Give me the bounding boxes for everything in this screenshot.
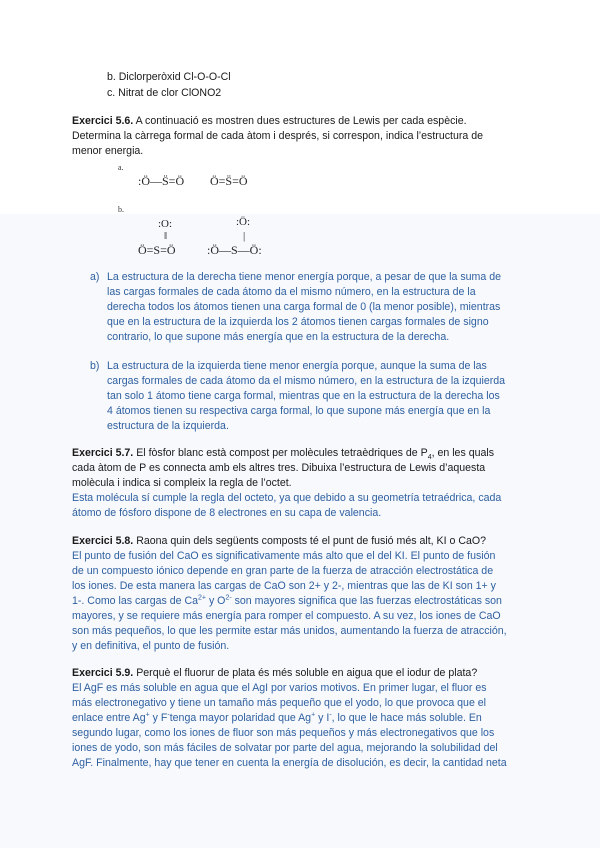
lewis-b-left-bond: ‖ [164, 230, 168, 242]
exercise-5-6-question-2: Determina la càrrega formal de cada àtom i després, si correspon, indica l’estructura de [72, 130, 483, 142]
exercise-5-6-question-3: menor energia. [72, 145, 144, 157]
exercise-5-8-title: Exercici 5.8. [72, 535, 134, 547]
list-item-c: c. Nitrat de clor ClONO2 [107, 87, 222, 99]
exercise-5-8-answer: El punto de fusión del CaO es significativamente más alto que el del KI. El punto de fusión [72, 550, 496, 562]
exercise-5-7-answer: átomo de fósforo dispone de 8 electrones en su capa de valencia. [72, 507, 382, 519]
exercise-5-6-line-1 [72, 114, 467, 129]
exercise-5-9-answer: segundo lugar, como los iones de fluor son más pequeños y más electronegativos que los [72, 727, 495, 739]
figure-label-b: b. [118, 205, 124, 214]
exercise-5-8-question: Raona quin dels següents composts té el punt de fusió més alt, KI o CaO? [133, 535, 487, 547]
superscript: + [311, 711, 316, 719]
answer-part: y F [149, 712, 168, 724]
option-b-line: estructura de la izquierda. [107, 420, 229, 432]
exercise-5-9-answer-line-3 [72, 711, 482, 726]
answer-part: enlace entre Ag [72, 712, 146, 724]
exercise-5-9-question: Perquè el fluorur de plata és més soluble en aigua que el iodur de plata? [133, 667, 478, 679]
exercise-5-9-answer: iones de yodo, son más fáciles de solvatar por parte del agua, mejorando la solubilidad del [72, 742, 498, 754]
option-a-line: derecha todos los átomos tienen una carga formal de 0 (la menor posible), mientras [107, 301, 501, 313]
option-a-letter: a) [90, 271, 100, 283]
lewis-b-left-top: :O: [158, 218, 173, 230]
exercise-5-8-answer: y en definitiva, el punto de fusión. [72, 640, 230, 652]
lewis-b-right-top: :Ö: [236, 216, 251, 228]
option-b-line: La estructura de la izquierda tiene menor energía porque, aunque la suma de las [107, 360, 487, 372]
option-b-letter: b) [90, 360, 100, 372]
exercise-5-7-line-1 [72, 446, 494, 461]
exercise-5-9-line-1 [72, 666, 477, 681]
exercise-5-8-answer: de un compuesto iónico depende en gran parte de la fuerza de atracción electrostática de [72, 565, 494, 577]
answer-part: son mayores significa que las fuerzas electrostáticas son [231, 595, 502, 607]
lewis-a-left: :Ö—S̈=Ö [138, 174, 185, 188]
option-a-line: contrario, lo que supone más energía que en la estructura de la derecha. [107, 331, 450, 343]
exercise-5-8-answer-line-4 [72, 594, 502, 609]
exercise-5-7-question-2: cada àtom de P es connecta amb els altres tres. Dibuixa l’estructura de Lewis d’aquesta [72, 462, 486, 474]
answer-part: tenga mayor polaridad que Ag [169, 712, 312, 724]
exercise-5-7-question-3: molècula i indica si compleix la regla de l’octet. [72, 477, 292, 489]
superscript: 2- [225, 594, 232, 602]
lewis-b-right-main: :Ö—S—Ö: [207, 243, 262, 257]
figure-label-a: a. [118, 163, 124, 172]
answer-part: 1-. Como las cargas de Ca [72, 595, 199, 607]
list-item-b: b. Diclorperòxid Cl-O-O-Cl [107, 71, 231, 83]
exercise-5-9-title: Exercici 5.9. [72, 667, 134, 679]
exercise-5-6-title: Exercici 5.6. [72, 115, 134, 127]
exercise-5-6-question-1: A continuació es mostren dues estructures de Lewis per cada espècie. [133, 115, 467, 127]
exercise-5-7-question-part: El fòsfor blanc està compost per molècules tetraèdriques de P [133, 447, 428, 459]
exercise-5-8-line-1 [72, 534, 486, 549]
option-a-line: La estructura de la derecha tiene menor energía porque, a pesar de que la suma de [107, 271, 501, 283]
superscript: - [329, 711, 332, 719]
exercise-5-9-answer: AgF. Finalmente, hay que tener en cuenta la energía de disolución, es decir, la cantidad neta [72, 757, 507, 769]
exercise-5-8-answer: los iones. De esta manera las cargas de CaO son 2+ y 2-, mientras que las de KI son 1+ y [72, 580, 496, 592]
exercise-5-9-answer: El AgF es más soluble en agua que el AgI por varios motivos. En primer lugar, el fluor es [72, 682, 487, 694]
superscript: - [167, 711, 170, 719]
answer-part: , lo que le hace más soluble. En [331, 712, 482, 724]
exercise-5-9-answer: más electronegativo y tiene un tamaño más pequeño que el yodo, lo que provoca que el [72, 697, 487, 709]
superscript: + [145, 711, 150, 719]
superscript: 2+ [198, 594, 206, 602]
exercise-5-7-title: Exercici 5.7. [72, 447, 134, 459]
lewis-a-right: Ö=S̈=Ö [210, 174, 248, 188]
lewis-b-right-bond: | [243, 230, 246, 242]
exercise-5-8-answer: son más pequeños, lo que les permite estar más unidos, aumentando la fuerza de atracción, [72, 625, 507, 637]
exercise-5-7-answer: Esta molécula sí cumple la regla del octeto, ya que debido a su geometría tetraédrica, cada [72, 492, 502, 504]
answer-part: y O [206, 595, 226, 607]
option-a-line: las cargas formales de cada átomo da el mismo número, en la estructura de la [107, 286, 476, 298]
subscript-4: 4 [427, 454, 432, 462]
option-b-line: cargas formales de cada átomo da el mismo número, en la estructura de la izquierda [107, 375, 506, 387]
lewis-b-left-main: Ö=S=Ö [138, 243, 176, 257]
exercise-5-8-answer: mayores, y se requiere más energía para romper el compuesto. A su vez, los iones de CaO [72, 610, 501, 622]
exercise-5-7-question-part: , en les quals [431, 447, 495, 459]
option-b-line: 4 átomos tienen su respectiva carga formal, lo que supone más energía que en la [107, 405, 491, 417]
answer-part: y I [315, 712, 330, 724]
option-a-line: que en la estructura de la izquierda los 2 átomos tienen cargas formales de signo [107, 316, 489, 328]
option-b-line: tan solo 1 átomo tiene carga formal, mientras que en la estructura de la derecha los [107, 390, 500, 402]
